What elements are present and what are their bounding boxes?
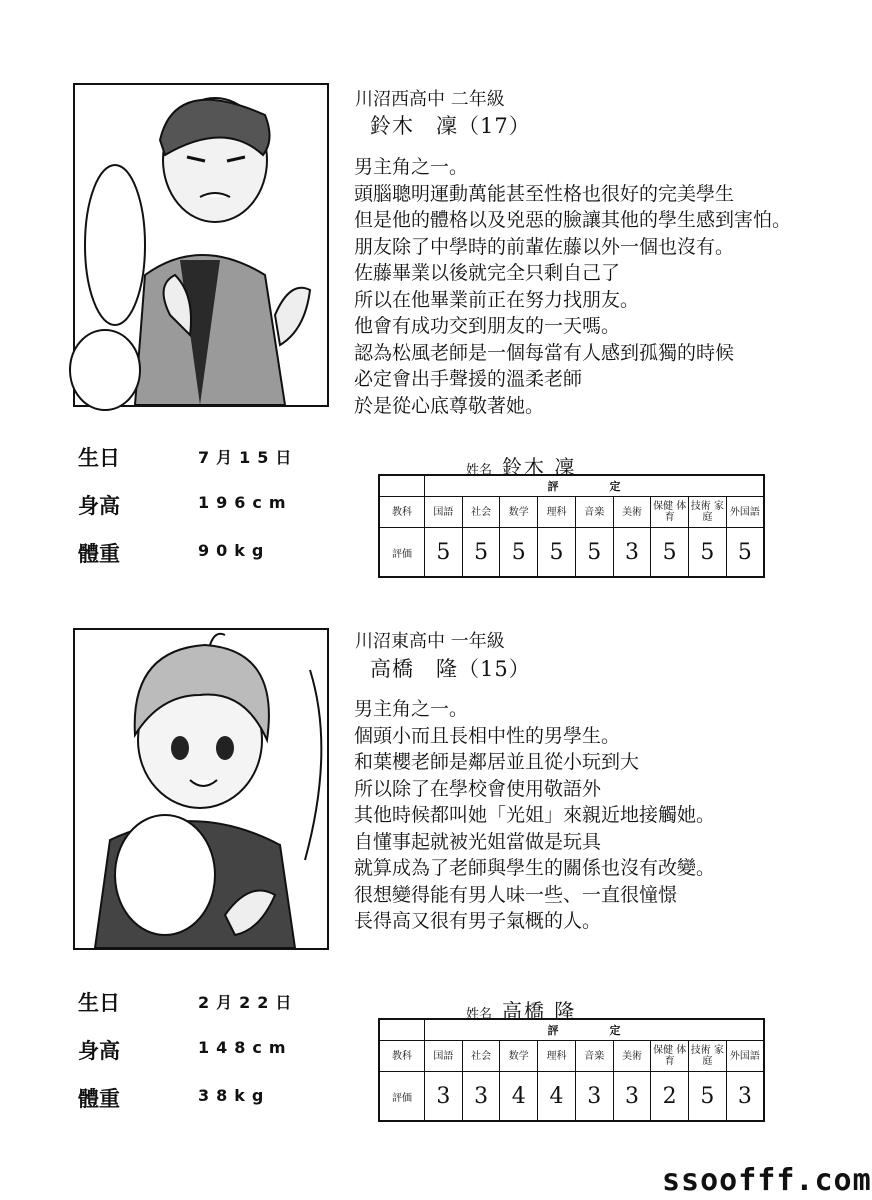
subject-cell: 音楽	[575, 1041, 613, 1072]
grade-cell: 5	[500, 528, 538, 578]
description-line: 其他時候都叫她「光姐」來親近地接觸她。	[354, 804, 716, 826]
student-name: 高橋 隆	[502, 999, 577, 1023]
grade-cell: 3	[613, 1072, 651, 1122]
stat-label: 體重	[78, 1087, 120, 1111]
character-portrait	[73, 628, 329, 950]
description-line: 個頭小而且長相中性的男學生。	[354, 724, 621, 747]
character-name-age: 鈴木 凜（17）	[370, 114, 531, 138]
table-header: 評 定	[425, 475, 765, 497]
subject-cell: 保健 体育	[651, 1041, 689, 1072]
stat-label: 生日	[78, 991, 120, 1015]
description-line: 頭腦聰明運動萬能甚至性格也很好的完美學生	[354, 182, 735, 205]
subject-cell: 国語	[425, 497, 463, 528]
grade-cell: 5	[575, 528, 613, 578]
description-line: 很想變得能有男人味一些、一直很憧憬	[354, 883, 678, 906]
subject-cell: 外国語	[726, 497, 764, 528]
grade-cell: 5	[689, 1072, 727, 1122]
grade-cell: 5	[689, 528, 727, 578]
grade-cell: 5	[425, 528, 463, 578]
stat-label: 體重	[78, 542, 120, 566]
description-line: 佐藤畢業以後就完全只剩自己了	[354, 262, 621, 284]
name-label: 姓名	[466, 463, 493, 478]
character-name-age: 高橋 隆（15）	[370, 657, 531, 681]
row-label: 教科	[379, 1041, 425, 1072]
grade-cell: 4	[538, 1072, 576, 1122]
grade-cell: 2	[651, 1072, 689, 1122]
grade-cell: 3	[726, 1072, 764, 1122]
description-line: 和葉櫻老師是鄰居並且從小玩到大	[354, 751, 640, 773]
report-card-table	[378, 1018, 765, 1122]
subject-cell: 技術 家庭	[689, 497, 727, 528]
row-label: 教科	[379, 497, 425, 528]
grade-cell: 3	[462, 1072, 500, 1122]
portrait-illustration-icon	[75, 85, 327, 405]
subject-cell: 外国語	[726, 1041, 764, 1072]
character-profile-takahashi	[0, 590, 850, 1150]
character-stats	[78, 987, 298, 1131]
report-card-table	[378, 474, 765, 578]
portrait-illustration-icon	[75, 630, 327, 948]
character-profile-suzuki	[0, 0, 850, 590]
description-line: 長得高又很有男子氣概的人。	[354, 910, 602, 932]
stat-weight	[78, 1083, 298, 1131]
subject-cell: 社会	[462, 1041, 500, 1072]
subject-cell: 美術	[613, 1041, 651, 1072]
grade-cell: 3	[575, 1072, 613, 1122]
description-line: 必定會出手聲援的溫柔老師	[354, 368, 583, 390]
subject-cell: 技術 家庭	[689, 1041, 727, 1072]
description-line: 但是他的體格以及兇惡的臉讓其他的學生感到害怕。	[354, 209, 792, 231]
student-name: 鈴木 凜	[502, 455, 577, 479]
row-label: 評価	[379, 1072, 425, 1122]
grade-cell: 4	[500, 1072, 538, 1122]
description-line: 認為松風老師是一個每當有人感到孤獨的時候	[354, 341, 735, 364]
description-line: 男主角之一。	[354, 698, 469, 720]
stat-birthday	[78, 442, 298, 490]
description-line: 於是從心底尊敬著她。	[354, 394, 545, 417]
row-label: 評価	[379, 528, 425, 578]
stat-label: 生日	[78, 446, 120, 470]
description-line: 朋友除了中學時的前輩佐藤以外一個也沒有。	[354, 235, 735, 258]
stat-value: 196cm	[198, 493, 293, 512]
stat-birthday	[78, 987, 298, 1035]
grade-cell: 5	[726, 528, 764, 578]
character-description	[354, 696, 715, 935]
description-line: 所以在他畢業前正在努力找朋友。	[354, 288, 640, 311]
grade-cell: 5	[538, 528, 576, 578]
stat-label: 身高	[78, 494, 120, 518]
subject-cell: 社会	[462, 497, 500, 528]
subject-cell: 音楽	[575, 497, 613, 528]
table-corner	[379, 475, 425, 497]
school-grade: 川沼西高中 二年級	[355, 89, 505, 110]
stat-weight	[78, 538, 298, 586]
description-line: 男主角之一。	[354, 156, 469, 178]
grade-cell: 5	[462, 528, 500, 578]
character-description	[354, 154, 791, 419]
stat-height	[78, 490, 298, 538]
subject-cell: 数学	[500, 497, 538, 528]
stat-height	[78, 1035, 298, 1083]
site-watermark: ssoofff.com	[662, 1163, 872, 1198]
subject-cell: 数学	[500, 1041, 538, 1072]
stat-value: 90kg	[198, 541, 271, 560]
name-label: 姓名	[466, 1007, 493, 1022]
stat-value: 38kg	[198, 1086, 271, 1105]
subject-cell: 美術	[613, 497, 651, 528]
description-line: 他會有成功交到朋友的一天嗎。	[354, 315, 621, 337]
school-grade: 川沼東高中 一年級	[355, 631, 505, 652]
table-header: 評 定	[425, 1019, 765, 1041]
stat-label: 身高	[78, 1039, 120, 1063]
stat-value: 2月22日	[198, 993, 299, 1012]
grade-cell: 3	[425, 1072, 463, 1122]
stat-value: 7月15日	[198, 448, 299, 467]
grade-cell: 3	[613, 528, 651, 578]
description-line: 自懂事起就被光姐當做是玩具	[354, 830, 602, 853]
description-line: 所以除了在學校會使用敬語外	[354, 777, 602, 800]
subject-cell: 理科	[538, 1041, 576, 1072]
character-portrait	[73, 83, 329, 407]
stat-value: 148cm	[198, 1038, 293, 1057]
grade-cell: 5	[651, 528, 689, 578]
subject-cell: 国語	[425, 1041, 463, 1072]
table-corner	[379, 1019, 425, 1041]
subject-cell: 保健 体育	[651, 497, 689, 528]
character-stats	[78, 442, 298, 586]
description-line: 就算成為了老師與學生的關係也沒有改變。	[354, 857, 716, 879]
subject-cell: 理科	[538, 497, 576, 528]
